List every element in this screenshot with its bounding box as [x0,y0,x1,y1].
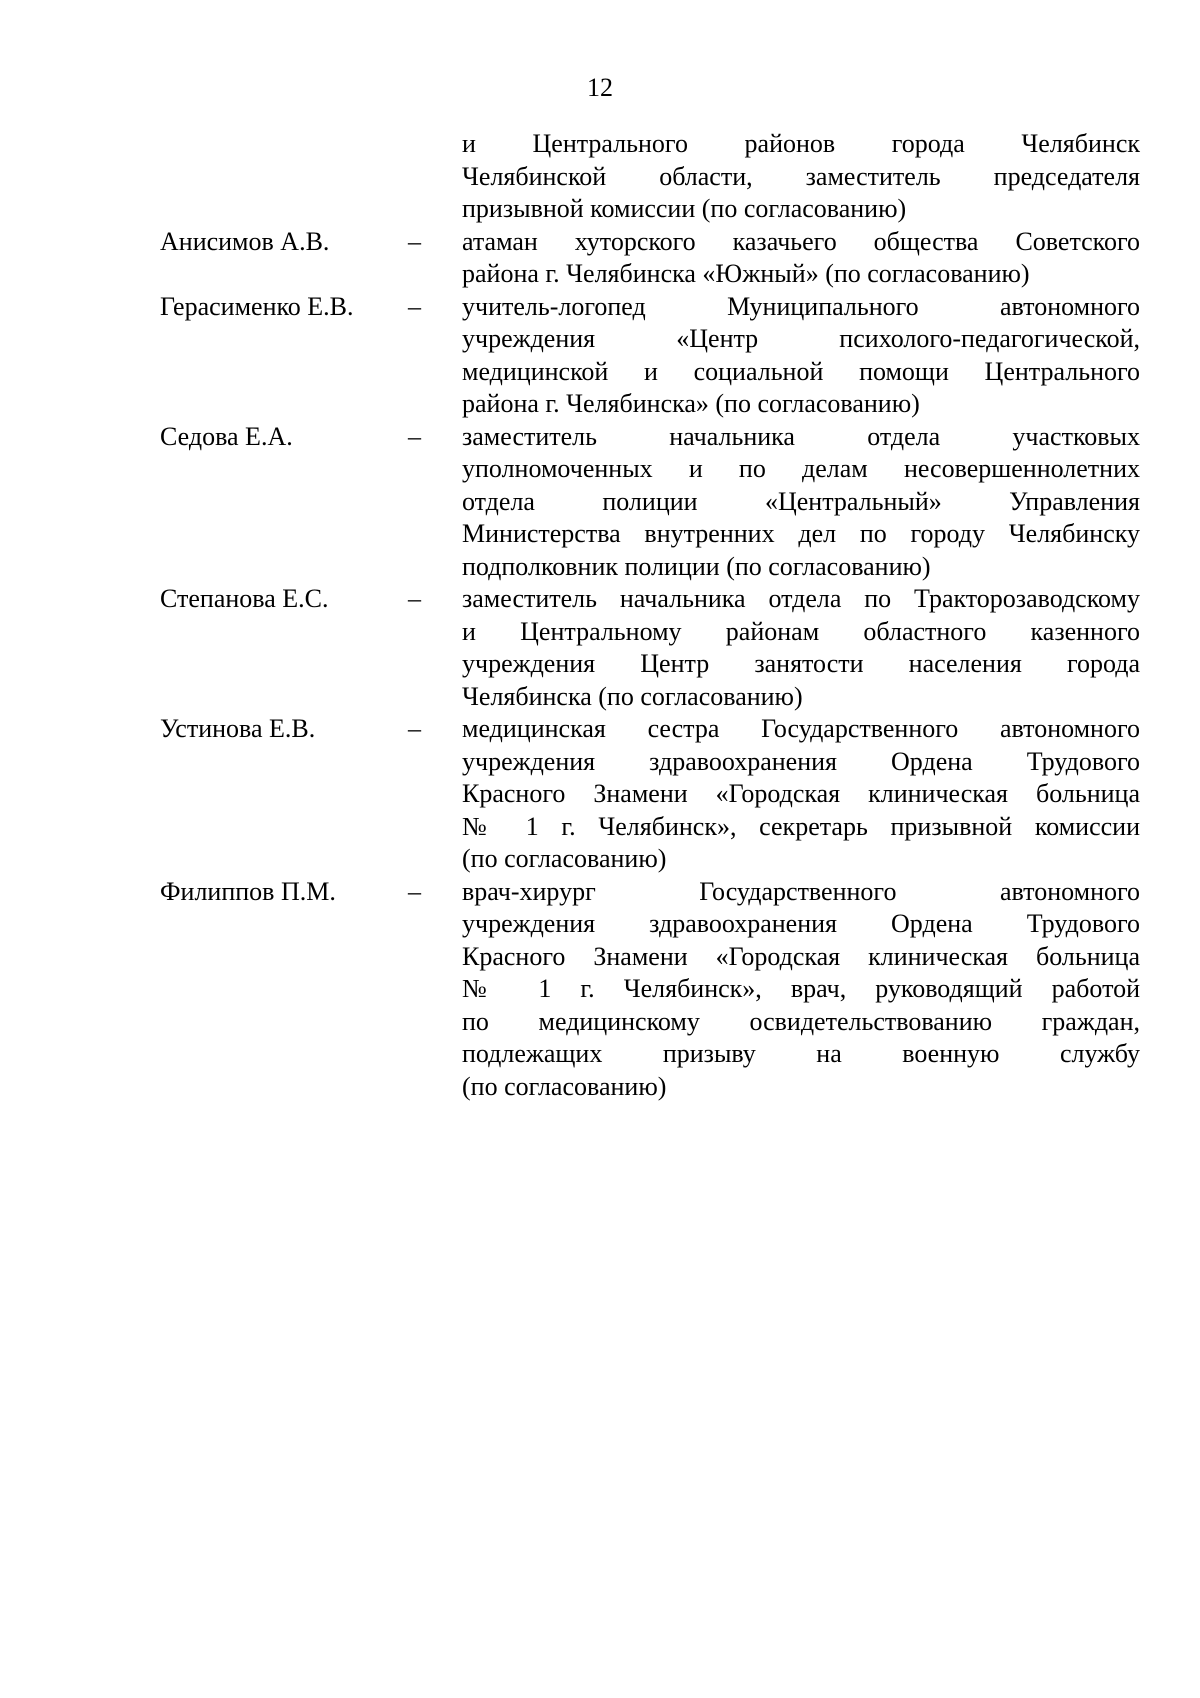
position-line: (по согласованию) [462,844,667,873]
entry-dash: – [408,226,421,256]
position-line: района г. Челябинска» (по согласованию) [462,389,920,418]
position-line: медицинской и социальной помощи Центрального [462,356,1140,386]
position-line: по медицинскому освидетельствованию граждан, [462,1006,1140,1036]
list-entry-filippov [160,876,1140,1104]
position-line: № 1 г. Челябинск», секретарь призывной комиссии [462,811,1140,841]
position-line: заместитель начальника отдела по Тракторозаводскому [462,584,1140,613]
position-line: врач-хирург Государственного автономного [462,876,1140,906]
position-line: медицинская сестра Государственного автономного [462,714,1140,743]
position-line: Челябинской области, заместитель председателя [462,161,1140,191]
member-position [462,291,1140,421]
entry-dash: – [408,584,421,613]
position-line: № 1 г. Челябинск», врач, руководящий работой [462,974,1140,1003]
member-name: Устинова Е.В. [160,714,316,743]
member-position [462,876,1140,1104]
position-line: подполковник полиции (по согласованию) [462,551,931,581]
list-entry-anisimov [160,226,1140,291]
position-line: Министерства внутренних дел по городу Челябинску [462,519,1140,548]
member-name: Филиппов П.М. [160,876,336,906]
entry-dash: – [408,291,421,321]
member-position [462,226,1140,291]
position-line: учреждения Центр занятости населения города [462,649,1140,678]
list-entry-continuation [160,128,1140,226]
position-line: учреждения здравоохранения Ордена Трудового [462,909,1140,938]
list-entry-sedova [160,421,1140,584]
position-line: учитель-логопед Муниципального автономного [462,291,1140,321]
member-name: Седова Е.А. [160,421,293,451]
position-line: призывной комиссии (по согласованию) [462,194,907,223]
member-position [462,421,1140,584]
member-name: Герасименко Е.В. [160,291,354,321]
member-position [462,128,1140,226]
position-line: (по согласованию) [462,1071,667,1101]
member-position [462,713,1140,876]
member-name: Анисимов А.В. [160,226,330,256]
member-position [462,583,1140,713]
position-line: и Центральному районам областного казенного [462,616,1140,646]
entry-dash: – [408,421,421,451]
position-line: и Центрального районов города Челябинск [462,129,1140,158]
position-line: учреждения «Центр психолого-педагогической, [462,324,1140,353]
commission-member-list [160,128,1140,1103]
position-line: Красного Знамени «Городская клиническая больница [462,779,1140,808]
position-line: района г. Челябинска «Южный» (по согласованию) [462,259,1030,288]
entry-dash: – [408,876,421,906]
position-line: отдела полиции «Центральный» Управления [462,486,1140,516]
position-line: подлежащих призыву на военную службу [462,1039,1140,1068]
member-name: Степанова Е.С. [160,584,329,613]
position-line: учреждения здравоохранения Ордена Трудового [462,746,1140,776]
position-line: уполномоченных и по делам несовершеннолетних [462,454,1140,483]
list-entry-gerasimenko [160,291,1140,421]
list-entry-stepanova [160,583,1140,713]
position-line: Красного Знамени «Городская клиническая больница [462,941,1140,971]
position-line: атаман хуторского казачьего общества Советского [462,226,1140,256]
list-entry-ustinova [160,713,1140,876]
position-line: заместитель начальника отдела участковых [462,421,1140,451]
page-number: 12 [587,73,613,102]
entry-dash: – [408,714,421,743]
position-line: Челябинска (по согласованию) [462,681,803,711]
